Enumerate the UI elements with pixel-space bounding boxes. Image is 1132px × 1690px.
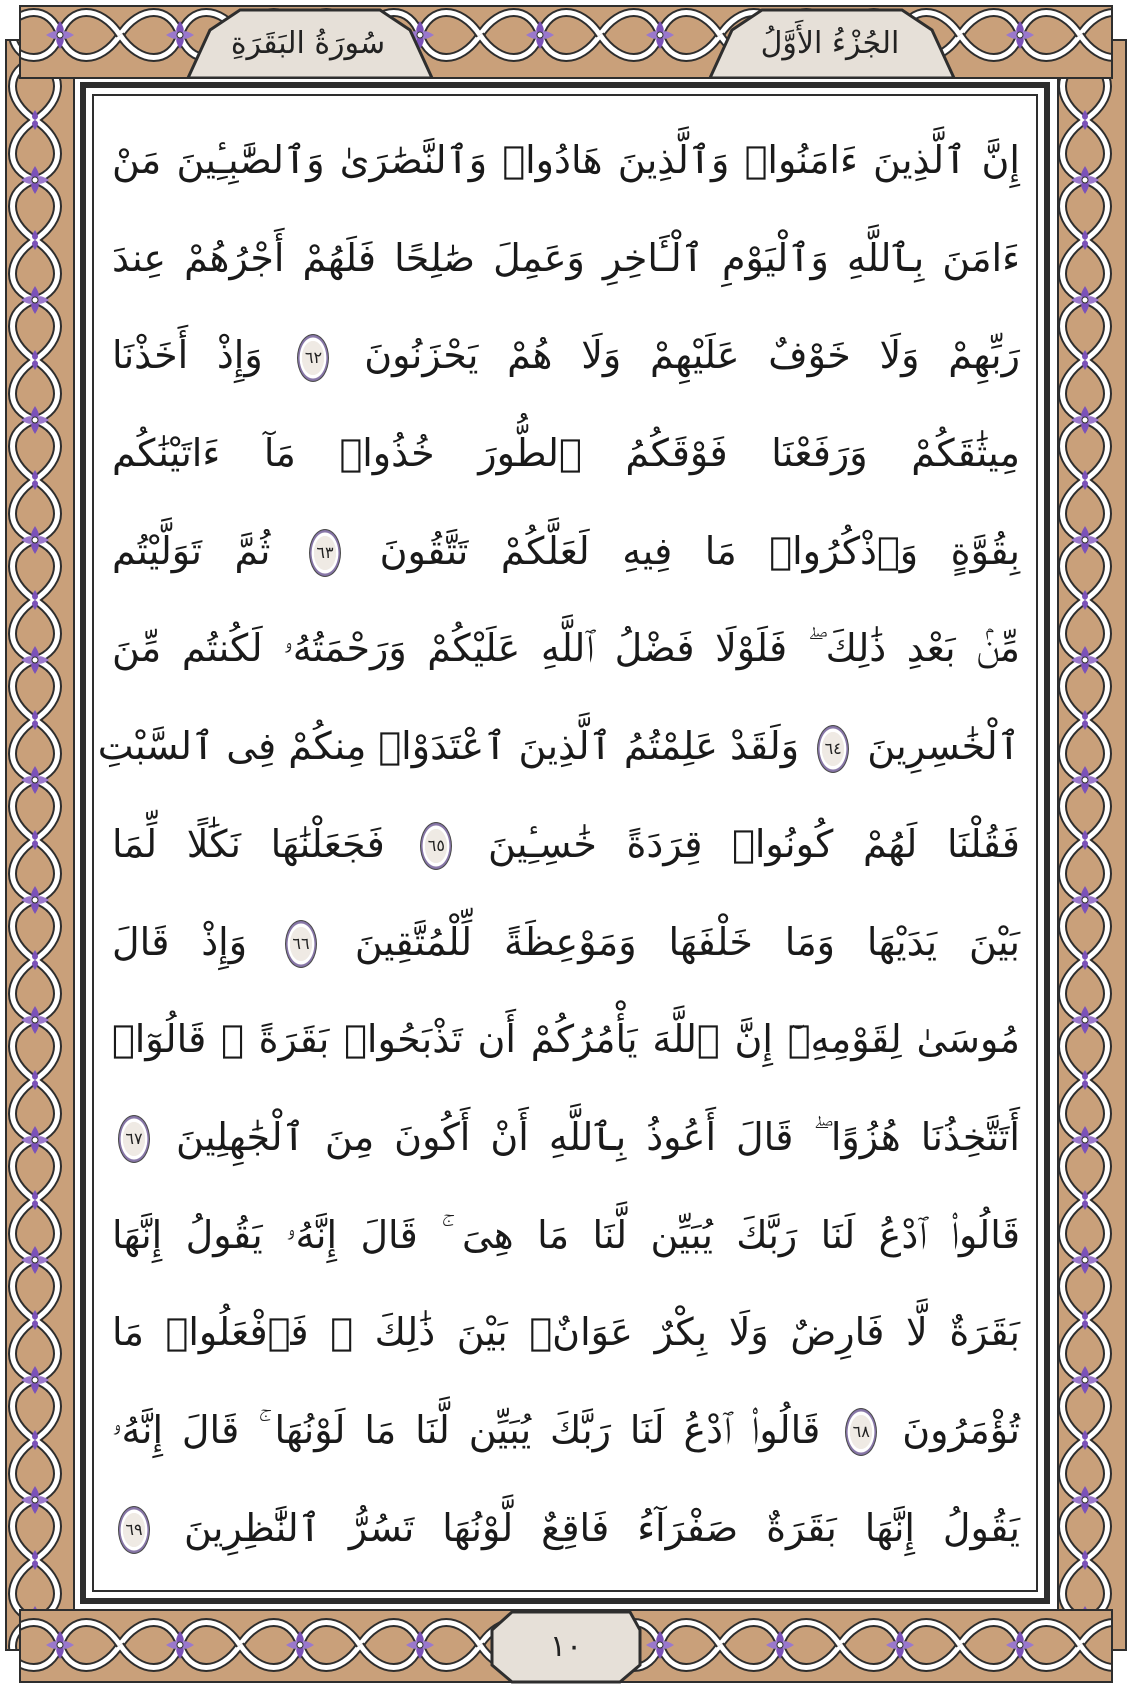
ayah-number-marker-icon: ٦٥ [420, 822, 452, 870]
verse-text: ٱلْخَٰسِرِينَ [867, 724, 1020, 769]
verse-text: رَبِّهِمْ وَلَا خَوْفٌ عَلَيْهِمْ وَلَا هُمْ يَحْزَنُونَ [364, 333, 1020, 378]
text-line [112, 112, 1020, 210]
verse-text: تُؤْمَرُونَ [902, 1407, 1020, 1452]
verse-text: وَإِذْ أَخَذْنَا [112, 333, 263, 378]
text-line [112, 405, 1020, 503]
verse-text: بَيْنَ يَدَيْهَا وَمَا خَلْفَهَا وَمَوْعِظَةً لِّلْمُتَّقِينَ [354, 919, 1020, 964]
verse-text: أَتَتَّخِذُنَا هُزُوًا ۖ قَالَ أَعُوذُ بِٱللَّهِ أَنْ أَكُونَ مِنَ ٱلْجَٰهِلِينَ [176, 1114, 1020, 1159]
text-line [112, 307, 1020, 405]
verse-text: وَلَقَدْ عَلِمْتُمُ ٱلَّذِينَ ٱعْتَدَوْا۟ مِنكُمْ فِى ٱلسَّبْتِ [97, 724, 800, 769]
verse-text: قَالُوا۟ ٱدْعُ لَنَا رَبَّكَ يُبَيِّن لَّنَا مَا هِىَ ۚ قَالَ إِنَّهُۥ يَقُولُ إِنَّهَا [112, 1212, 1020, 1257]
quran-text-lines [97, 112, 1020, 1577]
verse-text: فَقُلْنَا لَهُمْ كُونُوا۟ قِرَدَةً خَٰسِـِٔينَ [487, 821, 1020, 866]
verse-text: وَإِذْ قَالَ [112, 919, 248, 964]
ayah-number-marker-icon: ٦٢ [297, 334, 329, 382]
verse-text: بَقَرَةٌ لَّا فَارِضٌ وَلَا بِكْرٌ عَوَانٌۢ بَيْنَ ذَٰلِكَ ۖ فَٱفْعَلُوا۟ مَا [112, 1310, 1020, 1355]
text-line [112, 1187, 1020, 1285]
text-line [97, 698, 1020, 796]
ayah-number-marker-icon: ٦٩ [118, 1506, 150, 1554]
page-number [506, 1618, 626, 1674]
surah-name-text: سُورَةُ البَقَرَةِ [230, 25, 386, 61]
ayah-number-marker-icon: ٦٤ [817, 725, 849, 773]
verse-text: بِقُوَّةٍ وَٱذْكُرُوا۟ مَا فِيهِ لَعَلَّكُمْ تَتَّقُونَ [379, 528, 1020, 573]
text-line [112, 503, 1020, 601]
verse-text: ثُمَّ تَوَلَّيْتُم [112, 528, 271, 573]
juz-name-text: الجُزْءُ الأَوَّلُ [760, 25, 900, 61]
ayah-number-marker-icon: ٦٣ [309, 529, 341, 577]
verse-text: ءَامَنَ بِٱللَّهِ وَٱلْيَوْمِ ٱلْـَٔاخِرِ وَعَمِلَ صَٰلِحًا فَلَهُمْ أَجْرُهُمْ عِندَ [112, 235, 1020, 280]
page-number-text: ١٠ [549, 1628, 583, 1664]
verse-text: مِّنۢ بَعْدِ ذَٰلِكَ ۖ فَلَوْلَا فَضْلُ ٱللَّهِ عَلَيْكُمْ وَرَحْمَتُهُۥ لَكُنتُم مِّنَ [112, 626, 1020, 671]
ayah-number-marker-icon: ٦٦ [285, 920, 317, 968]
text-line [112, 1284, 1020, 1382]
verse-text: مِيثَٰقَكُمْ وَرَفَعْنَا فَوْقَكُمُ ٱلطُّورَ خُذُوا۟ مَآ ءَاتَيْنَٰكُم [112, 431, 1020, 476]
text-line [112, 796, 1020, 894]
surah-name-label [200, 8, 416, 78]
verse-text: مُوسَىٰ لِقَوْمِهِۦٓ إِنَّ ٱللَّهَ يَأْمُرُكُمْ أَن تَذْبَحُوا۟ بَقَرَةً ۖ قَالُوٓا۟ [112, 1017, 1020, 1062]
ayah-number-marker-icon: ٦٨ [845, 1408, 877, 1456]
verse-text: فَجَعَلْنَٰهَا نَكَٰلًا لِّمَا [112, 821, 385, 866]
text-line [112, 210, 1020, 308]
text-line [112, 991, 1020, 1089]
text-line [112, 1480, 1020, 1578]
verse-text: إِنَّ ٱلَّذِينَ ءَامَنُوا۟ وَٱلَّذِينَ هَادُوا۟ وَٱلنَّصَٰرَىٰ وَٱلصَّٰبِـِٔينَ مَنْ [112, 138, 1020, 182]
text-line [112, 1382, 1020, 1480]
verse-text: قَالُوا۟ ٱدْعُ لَنَا رَبَّكَ يُبَيِّن لَّنَا مَا لَوْنُهَا ۚ قَالَ إِنَّهُۥ [112, 1407, 821, 1452]
juz-name-label [722, 8, 938, 78]
text-line [112, 894, 1020, 992]
text-line [112, 600, 1020, 698]
text-line [112, 1089, 1020, 1187]
verse-text: يَقُولُ إِنَّهَا بَقَرَةٌ صَفْرَآءُ فَاقِعٌ لَّوْنُهَا تَسُرُّ ٱلنَّٰظِرِينَ [183, 1505, 1020, 1550]
ayah-number-marker-icon: ٦٧ [118, 1115, 150, 1163]
